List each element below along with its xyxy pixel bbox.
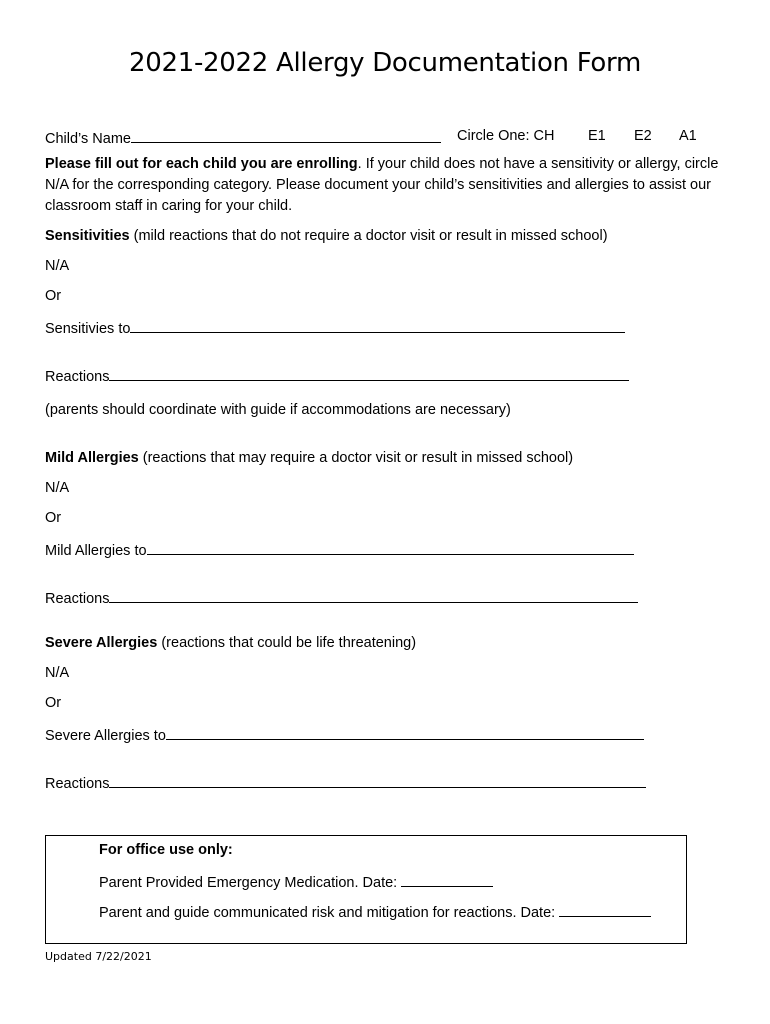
sensitivities-heading-row xyxy=(45,228,608,244)
severe-allergies-to-label: Severe Allergies to xyxy=(45,728,166,744)
severe-allergies-na-option[interactable]: N/A xyxy=(45,665,70,681)
severe-allergies-reactions-label: Reactions xyxy=(45,776,110,792)
mild-allergies-to-field[interactable] xyxy=(147,540,634,555)
office-medication-row xyxy=(99,872,493,891)
mild-allergies-to-label: Mild Allergies to xyxy=(45,543,147,559)
instructions xyxy=(45,154,735,217)
sensitivities-note: (parents should coordinate with guide if accommodations are necessary) xyxy=(45,402,511,418)
severe-allergies-description: (reactions that could be life threatening) xyxy=(157,635,417,651)
mild-allergies-description: (reactions that may require a doctor visit or result in missed school) xyxy=(138,450,574,466)
severe-allergies-reactions-field[interactable] xyxy=(109,773,646,788)
page-title: 2021-2022 Allergy Documentation Form xyxy=(129,48,641,78)
mild-allergies-heading-row xyxy=(45,450,573,466)
child-name-row xyxy=(45,128,441,147)
mild-allergies-na-option[interactable]: N/A xyxy=(45,480,70,496)
severe-allergies-to-field[interactable] xyxy=(166,725,644,740)
severe-allergies-to-row xyxy=(45,725,644,744)
severe-allergies-heading-row xyxy=(45,635,416,651)
sensitivities-description: (mild reactions that do not require a doctor visit or result in missed school) xyxy=(129,228,608,244)
sensitivities-to-label: Sensitivies to xyxy=(45,321,131,337)
office-risk-row xyxy=(99,902,651,921)
mild-allergies-reactions-label: Reactions xyxy=(45,591,110,607)
sensitivities-reactions-field[interactable] xyxy=(109,366,629,381)
sensitivities-or: Or xyxy=(45,288,62,304)
sensitivities-to-field[interactable] xyxy=(130,318,625,333)
mild-allergies-to-row xyxy=(45,540,634,559)
mild-allergies-or: Or xyxy=(45,510,62,526)
severe-allergies-heading: Severe Allergies xyxy=(45,635,158,651)
sensitivities-heading: Sensitivities xyxy=(45,228,130,244)
office-use-box xyxy=(45,835,687,944)
office-medication-label: Parent Provided Emergency Medication. Date: xyxy=(99,875,402,891)
circle-option-a1[interactable]: A1 xyxy=(679,128,697,144)
mild-allergies-heading: Mild Allergies xyxy=(45,450,139,466)
circle-option-e2[interactable]: E2 xyxy=(634,128,652,144)
sensitivities-na-option[interactable]: N/A xyxy=(45,258,70,274)
instructions-text: . If your child does not have a sensitivity or allergy, circle N/A for the corresponding category. Please document your child’s sensitivities and allergies to assist our classroom staff in caring for your child. xyxy=(45,156,719,214)
sensitivities-to-row xyxy=(45,318,625,337)
office-medication-date-field[interactable] xyxy=(401,872,493,887)
mild-allergies-reactions-row xyxy=(45,588,638,607)
severe-allergies-or: Or xyxy=(45,695,62,711)
mild-allergies-reactions-field[interactable] xyxy=(109,588,638,603)
child-name-label: Child’s Name xyxy=(45,131,131,147)
office-risk-label: Parent and guide communicated risk and mitigation for reactions. Date: xyxy=(99,905,560,921)
sensitivities-reactions-row xyxy=(45,366,629,385)
updated-date: Updated 7/22/2021 xyxy=(45,950,152,963)
circle-one-label: Circle One: CH xyxy=(457,128,555,144)
severe-allergies-reactions-row xyxy=(45,773,646,792)
office-use-heading: For office use only: xyxy=(99,842,233,858)
sensitivities-reactions-label: Reactions xyxy=(45,369,110,385)
circle-option-e1[interactable]: E1 xyxy=(588,128,606,144)
instructions-bold: Please fill out for each child you are enrolling xyxy=(45,156,358,172)
child-name-field[interactable] xyxy=(131,128,441,143)
office-risk-date-field[interactable] xyxy=(559,902,651,917)
